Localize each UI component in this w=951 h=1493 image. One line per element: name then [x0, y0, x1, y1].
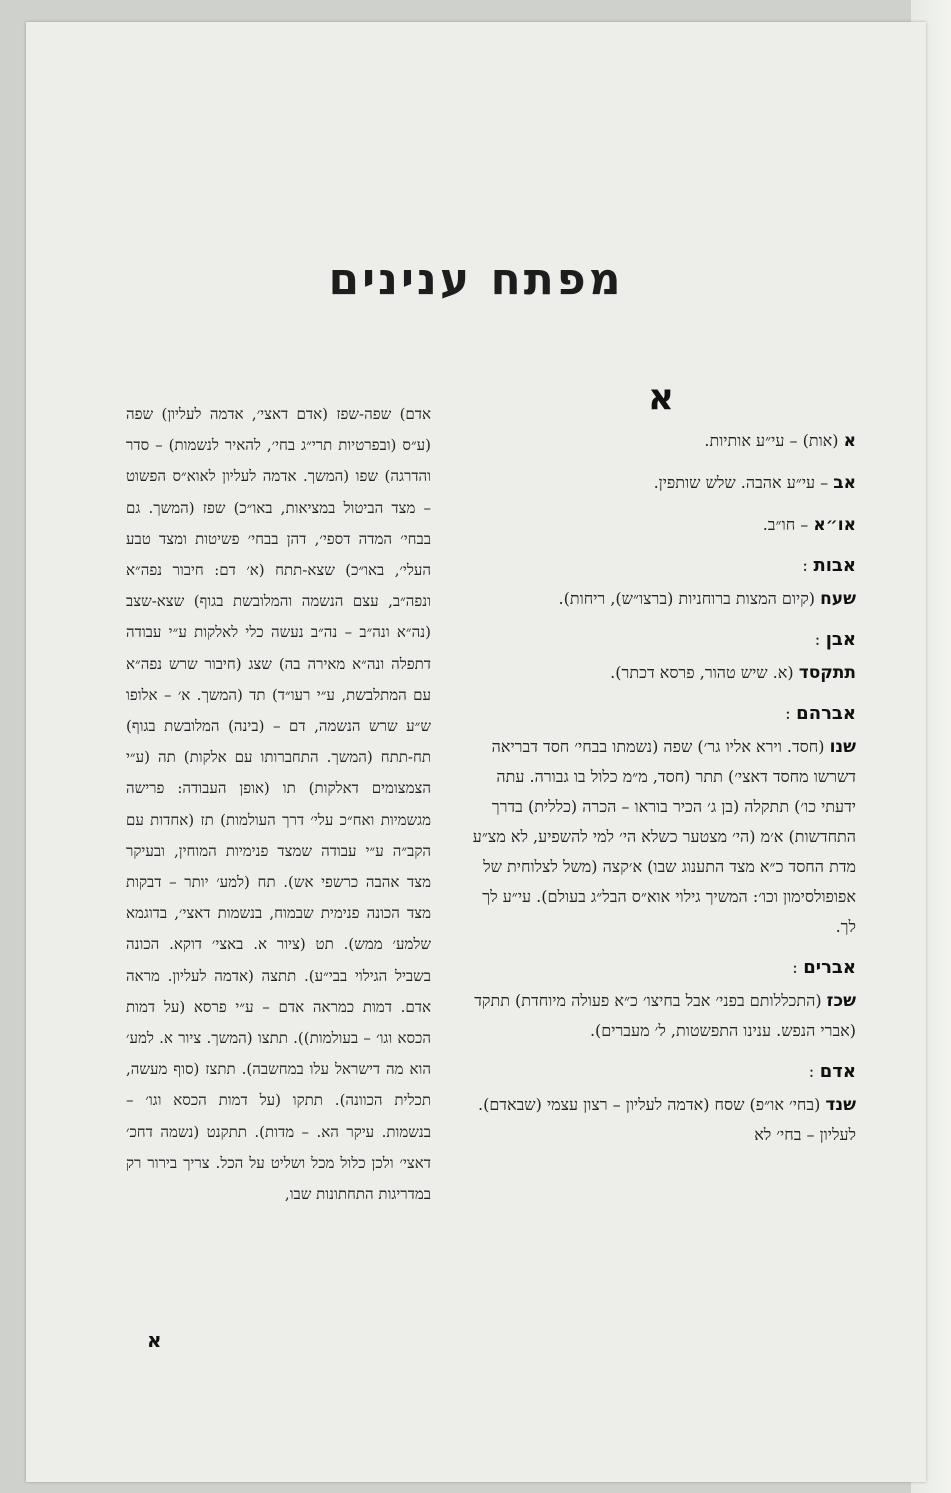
index-entry: [466, 426, 856, 456]
entry-term: שכז: [826, 991, 856, 1011]
entry-text: :: [808, 1062, 820, 1082]
entry-term: אברהם: [796, 703, 856, 724]
entry-term: אב: [833, 473, 856, 493]
entry-text: (אות) – עי״ע אותיות.: [704, 431, 844, 450]
entry-text: (חסד. וירא אליו גר׳) שפה (נשמתו בבחי׳ חסד דבריאה דשרשו מחסד דאצי׳) תתר (חסד, מ״מ כלול בו גבורה. עתה ידעתי כו׳) תתקלה (בן ג׳ הכיר בוראו – הכרה (כללית) בדרך התחדשות) א׳מ (הי׳ מצטער כשלא הי׳ למי להשפיע, לא מצ״ע מדת החסד כ״א מצד התענוג שבו) א׳קצה (משל לצלוחית של אפופולסימון וכו׳: המשיך גילוי אוא״ס הבל״ג בעולם). עי״ע לך לך.: [472, 737, 856, 936]
index-column-left: [126, 399, 431, 1210]
index-heading: [466, 552, 856, 580]
entry-text: :: [792, 958, 804, 978]
entry-text: – עי״ע אהבה. שלש שותפין.: [653, 473, 834, 492]
entry-term: אבות: [813, 555, 856, 576]
right-entries: [466, 426, 856, 1150]
index-heading: [466, 626, 856, 654]
entry-text: (א. שיש טהור, פרסא דכתר).: [610, 663, 799, 682]
entry-term: או״א: [813, 515, 856, 535]
entry-text: (בחי׳ או״פ) שסח (אדמה לעליון – רצון עצמי (שבאדם). לעליון – בחי׳ לא: [477, 1095, 856, 1144]
book-page: [26, 22, 926, 1482]
index-entry: [466, 468, 856, 498]
entry-text: :: [785, 704, 797, 724]
entry-term: שנו: [829, 737, 856, 757]
entry-term: שנד: [825, 1095, 856, 1115]
index-column-right: [466, 377, 856, 1162]
entry-term: תתקסד: [798, 663, 856, 683]
entry-text: (קיום המצות ברוחניות (ברצו״ש), ריחות).: [558, 589, 821, 608]
index-heading: [466, 1058, 856, 1086]
page-title: מפתח ענינים: [328, 254, 624, 305]
section-letter: א: [647, 377, 675, 418]
entry-text: :: [814, 630, 826, 650]
index-entry: [466, 510, 856, 540]
index-heading: [466, 954, 856, 982]
entry-term: אדם: [819, 1061, 856, 1082]
left-column-text: אדם) שפה-שפז (אדם דאצי׳, אדמה לעליון) שפה (ע״ס (ובפרטיות תרי״ג בחי׳, להאיר לנשמות) – סדר והדרגה) שפו (המשך. אדמה לעליון לאוא״ס הפשוט – מצד הביטול במציאות, באו״כ) שפז (המשך. גם בבחי׳ המדה דספי׳, דהן בבחי׳ פשיטות ומצד טבע העלי׳, באו״כ) שצא-תתח (א׳ דם: חיבור נפה״א ונפה״ב, עצם הנשמה והמלובשת בגוף) שצא-שצב (נה״א ונה״ב – נה״ב נעשה כלי לאלקות ע״י עבודה דתפלה ונה״א מאירה בה) שצג (חיבור שרש נפה״א עם המתלבשת, ע״י רעו״ד) תד (המשך. א׳ – אלופו ש״ע שרש הנשמה, דם – (בינה) המלובשת בגוף) תח-תתח (המשך. התחברותו עם אלקות) תה (ע״י הצמצומים דאלקות) תו (אופן העבודה: פרישה מגשמיות ואח״כ עלי׳ דרך העולמות) תז (אחדות עם הקב״ה ע״י עבודה שמצד פנימיות המוחין, ובעיקר מצד אהבה כרשפי אש). תח (למע׳ יותר – דבקות מצד הכונה פנימית שבמוח, בנשמות דאצי׳, בדוגמא שלמע׳ ממש). תט (ציור א. באצי׳ דוקא. הכונה בשביל הגילוי בבי״ע). תתצה (אדמה לעליון. מראה אדם. דמות כמראה אדם – ע״י פרסא (על דמות הכסא וגו׳ – בעולמות)). תתצו (המשך. ציור א. למע׳ הוא מה דישראל עלו במחשבה). תתצז (סוף מעשה, תכלית הכוונה). תתקו (על דמות הכסא וגו׳ – בנשמות. עיקר הא. – מדות). תתקנט (נשמה דחכ׳ דאצי׳ ולכן כלול מכל ושליט על הכל. צריך בירור רק במדריגות התחתונות שבו,: [126, 405, 431, 1204]
entry-text: – חו״ב.: [762, 515, 814, 534]
index-entry: [466, 732, 856, 942]
index-heading: [466, 700, 856, 728]
entry-term: אבן: [825, 629, 856, 650]
entry-text: (התכללותם בפני׳ אבל בחיצו׳ כ״א פעולה מיוחדת) תתקד (אברי הנפש. ענינו התפשטות, ל׳ מעברים).: [474, 991, 856, 1040]
index-entry: [466, 1090, 856, 1150]
entry-text: :: [802, 556, 814, 576]
entry-term: אברים: [803, 957, 856, 978]
index-entry: [466, 584, 856, 614]
entry-term: א: [843, 431, 856, 451]
index-entry: [466, 986, 856, 1046]
page-footer-letter: א: [147, 1328, 162, 1352]
entry-term: שעח: [820, 589, 856, 609]
index-entry: [466, 658, 856, 688]
